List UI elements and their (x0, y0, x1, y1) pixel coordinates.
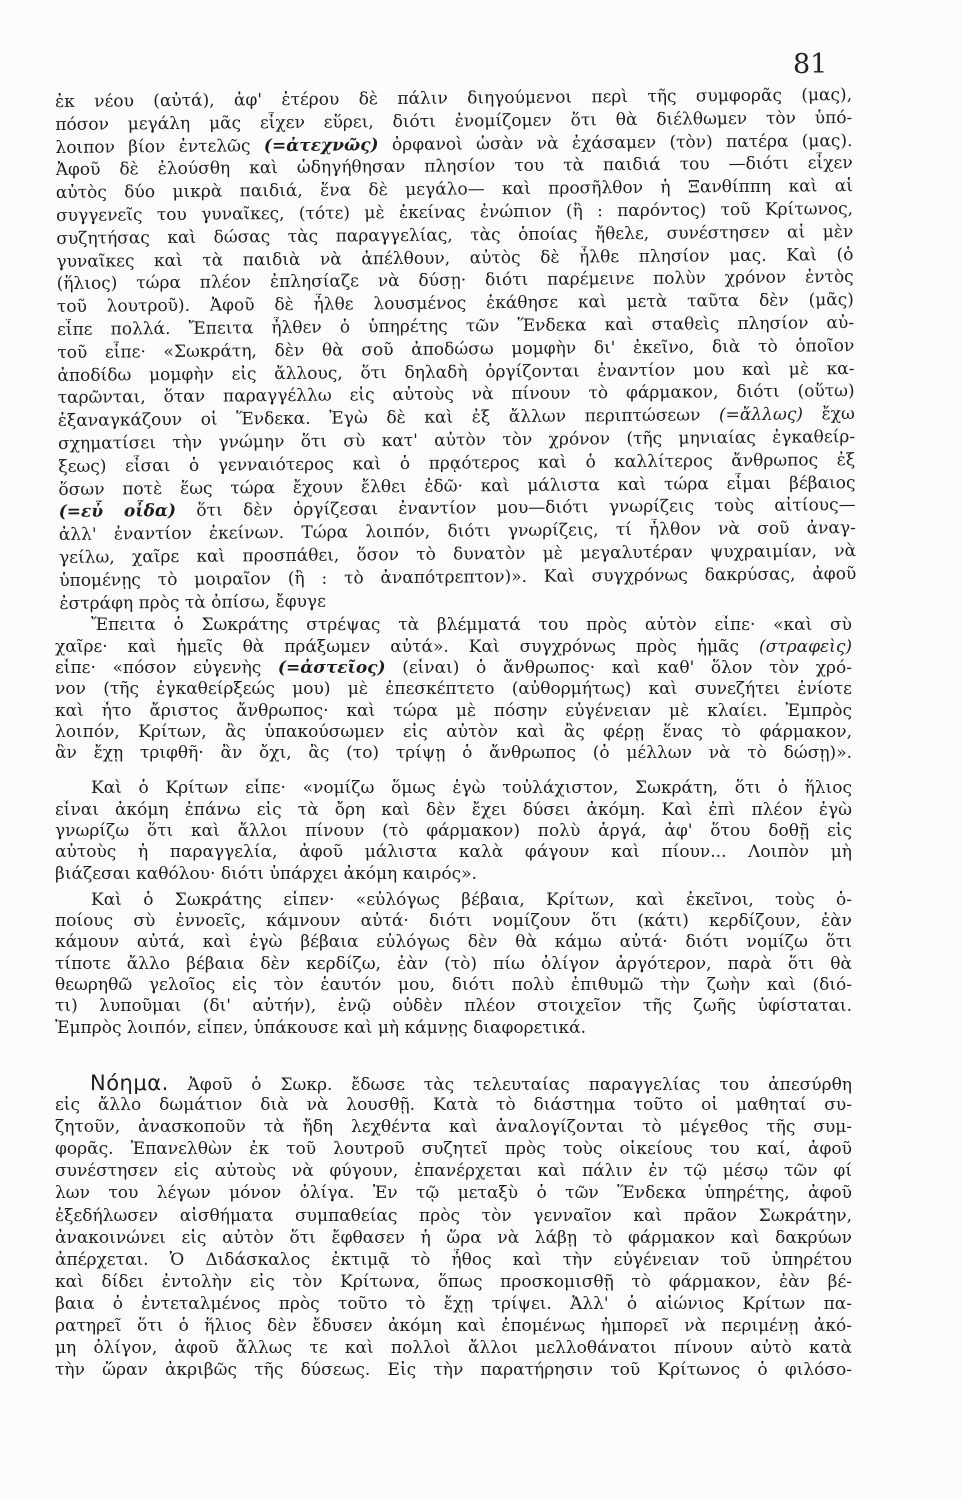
text-segment: εἰς ἄλλο δωμάτιον διὰ νὰ λουσθῇ. Κατὰ τὸ διάστημα τοῦτο οἱ μαθηταί συ- (55, 1095, 852, 1116)
text-line (55, 1094, 852, 1116)
text-segment: Ἀφοῦ ὁ Σωκρ. ἔδωσε τὰς τελευταίας παραγγελίας του ἀπεσύρθη (168, 1074, 852, 1095)
text-segment: ὑπομένῃς τὸ μοιραῖον (ἢ : τὸ ἀναπότρεπτον)». Καὶ συγχρόνως δακρύσας, ἀφοῦ (59, 563, 857, 591)
text-segment: σχηματίσει τὴν γνώμην ὅτι σὺ κατ' αὐτὸν τὸν χρόνον (τῆς μηνιαίας ἐγκαθείρ- (57, 426, 856, 454)
text-line (55, 1271, 852, 1293)
text-segment: ἀνακοινώνει εἰς αὐτὸν ὅτι ἔφθασεν ἡ ὥρα νὰ λάβῃ τὸ φάρμακον καὶ δακρύων (55, 1227, 852, 1248)
text-segment: συζητήσας καὶ δώσας τὰς παραγγελίας, τὰς ὁποίας ἤθελε, συνέστησεν αἱ μὲν (56, 221, 854, 249)
text-line (55, 1359, 852, 1381)
text-line (55, 1337, 852, 1359)
text-line (55, 743, 852, 764)
paragraph (55, 84, 857, 615)
text-segment: εἶπε πολλά. Ἔπειτα ἦλθεν ὁ ὑπηρέτης τῶν Ἕνδεκα καὶ σταθεὶς πλησίον αὐ- (56, 313, 855, 340)
summary-section (55, 1072, 852, 1381)
text-segment: ἔχω (802, 404, 855, 425)
text-segment: Ἀφοῦ δὲ ἐλούσθη καὶ ὡδηγήθησαν πλησίον του τὰ παιδιά του —διότι εἶχεν (55, 153, 853, 181)
page-body (55, 85, 857, 1381)
text-segment: καὶ δίδει ἐντολὴν εἰς τὸν Κρίτωνα, ὅπως προσκομισθῇ τὸ φάρμακον, ἐὰν βέ- (55, 1271, 852, 1292)
text-segment: μη ὀλίγον, ἀφοῦ ἄλλως τε καὶ πολλοὶ ἄλλοι μελλοθάνατοι πίνουν αὐτὸ κατὰ (55, 1338, 852, 1359)
text-segment: γυναῖκες καὶ τὰ παιδιὰ νὰ ἀπέλθουν, αὐτὸς δὲ ἦλθε πλησίον μας. Καὶ (ὁ (56, 244, 854, 272)
text-segment: κάμουν αὐτά, καὶ ἐγὼ βέβαια εὐλόγως δὲν θὰ κάμω αὐτά· διότι νομίζω ὅτι (55, 932, 852, 953)
text-line (55, 722, 852, 743)
text-segment: εἶναι ἀκόμη ἐπάνω εἰς τὰ ὄρη καὶ δὲν ἔχει δύσει ἀκόμη. Καὶ ἐπὶ πλέον ἐγὼ (55, 799, 852, 820)
text-segment: φορᾶς. Ἐπανελθὼν ἐκ τοῦ λουτροῦ συζητεῖ πρὸς τοὺς οἰκείους του καί, ἀφοῦ (55, 1139, 852, 1160)
text-line (55, 1138, 852, 1160)
text-segment: αὐτοὺς ἡ παραγγελία, ἀφοῦ μάλιστα καλὰ φάγουν καὶ πίουν... Λοιπὸν μὴ (55, 842, 852, 863)
text-segment: ἀπέρχεται. Ὁ Διδάσκαλος ἐκτιμᾷ τὸ ἦθος καὶ τὴν εὐγένειαν τοῦ ὑπηρέτου (55, 1249, 852, 1270)
text-line (55, 932, 852, 953)
text-line (55, 778, 852, 799)
text-line (55, 1315, 852, 1337)
gloss-text: (=ἀτεχνῶς) (263, 134, 379, 156)
italic-text: (στραφεὶς) (759, 636, 852, 657)
text-segment: ταρῶνται, ὅταν παραγγέλλω εἰς αὐτοὺς νὰ πίνουν τὸ φάρμακον, διότι (οὕτω) (57, 381, 855, 409)
text-segment: τίποτε ἄλλο βέβαια δὲν κερδίζω, ἐὰν (τὸ) πίω ὀλίγον ἀργότερον, παρὰ ὅτι θὰ (55, 953, 852, 974)
paragraph (55, 778, 852, 884)
text-segment: (εἶναι) ὁ ἄνθρωπος· καὶ καθ' ὅλον τὸν χρό- (385, 657, 852, 678)
text-segment: ἐξεδήλωσεν αἰσθήματα συμπαθείας πρὸς τὸν γενναῖον καὶ πρᾶον Σωκράτην, (55, 1205, 852, 1226)
text-segment: γνωρίζω ὅτι καὶ ἄλλοι πίνουν (τὸ φάρμακον) πολὺ ἀργά, ἀφ' ὅτου δοθῇ εἰς (55, 821, 852, 841)
paragraph (55, 615, 852, 764)
text-segment: ρατηρεῖ ὅτι ὁ ἥλιος δὲν ἔδυσεν ἀκόμη καὶ ἐπομένως ἠμπορεῖ νὰ περιμένῃ ἀκό- (55, 1316, 852, 1336)
text-line (55, 864, 852, 885)
text-segment: ποίους σὺ ἐννοεῖς, κάμνουν αὐτά· διότι νομίζουν ὅτι (κάτι) κερδίζουν, ἐὰν (55, 911, 852, 932)
text-line (55, 911, 852, 932)
text-segment: πόσον μεγάλη μᾶς εἶχεν εὕρει, διότι ἐνομίζομεν ὅτι θὰ διέλθωμεν τὸν ὑπό- (55, 107, 853, 135)
text-segment: τι) λυποῦμαι (δι' αὐτήν), ἐνῷ οὐδὲν πλέον στοιχεῖον τῆς ζωῆς ὑφίσταται. (55, 996, 852, 1017)
text-segment: καὶ ἦτο ἄριστος ἄνθρωπος· καὶ τώρα μὲ πόσην εὐγένειαν μὲ κλαίει. Ἐμπρὸς (55, 700, 852, 721)
text-line (55, 1293, 852, 1315)
text-segment: Ἔπειτα ὁ Σωκράτης στρέψας τὰ βλέμματά του πρὸς αὐτὸν εἶπε· «καὶ σὺ (91, 615, 852, 636)
text-segment: συγγενεῖς του γυναῖκες, (τότε) μὲ ἐκείνας ἐνώπιον (ἢ : παρόντος) τοῦ Κρίτωνος, (56, 199, 854, 226)
text-segment: Ἐμπρὸς λοιπόν, εἶπεν, ὑπάκουσε καὶ μὴ κάμνῃς διαφορετικά. (55, 1017, 587, 1038)
text-segment: ζητοῦν, ἀνασκοποῦν τὰ ἤδη λεχθέντα καὶ ἀναλογίζονται τὸ μέγεθος τῆς συμ- (55, 1117, 852, 1138)
text-segment: συνέστησεν εἰς αὐτοὺς νὰ φύγουν, ἐπανέρχεται καὶ πάλιν ἐν τῷ μέσῳ τῶν φί (55, 1161, 852, 1182)
text-segment: χαῖρε· καὶ ἡμεῖς θὰ πράξωμεν αὐτά». Καὶ συγχρόνως πρὸς ἡμᾶς (55, 636, 760, 657)
text-line (55, 1182, 852, 1204)
text-line (55, 615, 852, 636)
text-line (55, 1249, 852, 1271)
paragraph (55, 890, 852, 1039)
text-line (55, 975, 852, 996)
text-segment: θεωρηθῶ γελοῖος εἰς τὸν ἑαυτόν μου, διότι πολὺ ἐπιθυμῶ τὴν ζωὴν καὶ (διό- (55, 975, 852, 996)
text-line (55, 1160, 852, 1182)
italic-text: (=ἄλλως) (718, 404, 804, 426)
text-line (55, 1227, 852, 1249)
text-segment: ἂν ἔχῃ τριφθῆ· ἂν ὄχι, ἂς (το) τρίψῃ ὁ ἄνθρωπος (ὁ μέλλων νὰ τὸ δώσῃ)». (55, 743, 852, 764)
text-segment: Καὶ ὁ Σωκράτης εἶπεν· «εὐλόγως βέβαια, Κρίτων, καὶ ἐκεῖνοι, τοὺς ὁ- (91, 889, 852, 910)
text-segment: γείλω, χαῖρε καὶ προσπάθει, ὅσον τὸ δυνατὸν μὲ μεγαλυτέραν ψυχραιμίαν, νὰ (58, 540, 857, 568)
gloss-text: (=εὖ οἶδα) (58, 501, 177, 523)
text-segment: ὀρφανοὶ ὡσὰν νὰ ἐχάσαμεν (τὸν) πατέρα (μας). (378, 130, 853, 155)
text-segment: ὅτι δὲν ὀργίζεσαι ἐναντίον μου—διότι γνωρίζεις τοὺς αἰτίους— (175, 495, 856, 522)
text-line (55, 1205, 852, 1227)
text-segment: εἶπε· «πόσον εὐγενὴς (55, 657, 278, 678)
gloss-text: (=ἀστεῖος) (277, 657, 386, 678)
text-segment: ἀλλ' ἐναντίον ἐκείνων. Τώρα λοιπόν, διότι γνωρίζεις, τί ἦλθον νὰ σοῦ ἀναγ- (58, 518, 856, 546)
text-segment: ὅσων ποτὲ ἕως τώρα ἔχουν ἔλθει ἐδῶ· καὶ μάλιστα καὶ τώρα εἶμαι βέβαιος (58, 472, 856, 500)
text-segment: λων του λέγων μόνον ὀλίγα. Ἐν τῷ μεταξὺ ὁ τῶν Ἕνδεκα ὑπηρέτης, ἀφοῦ (55, 1183, 852, 1204)
text-segment: τοῦ εἶπε· «Σωκράτη, δὲν θὰ σοῦ ἀποδώσω μομφὴν δι' ἐκεῖνο, διὰ τὸ ὁποῖον (57, 335, 855, 363)
page-number: 81 (793, 49, 828, 80)
section-label: Νόημα. (90, 1071, 169, 1095)
text-line (55, 890, 852, 911)
text-line (55, 658, 852, 679)
text-line (55, 1072, 852, 1094)
text-segment: ἐξαναγκάζουν οἱ Ἕνδεκα. Ἐγὼ δὲ καὶ ἐξ ἄλλων περιπτώσεων (57, 405, 720, 432)
text-line (55, 1116, 852, 1138)
text-segment: λοιπόν, Κρίτων, ἂς ὑπακούσωμεν εἰς αὐτὸν καὶ ἂς φέρῃ ἕνας τὸ φάρμακον, (55, 721, 852, 742)
text-line (55, 821, 852, 842)
text-line (55, 800, 852, 821)
text-line (55, 954, 852, 975)
text-segment: αὐτὸς δύο μικρὰ παιδιά, ἕνα δὲ μεγάλο— καὶ προσῆλθον ἡ Ξανθίππη καὶ αἱ (55, 176, 853, 204)
text-segment: βαια ὁ ἐντεταλμένος πρὸς τοῦτο τὸ ἔχῃ τρίψει. Ἀλλ' ὁ αἰώνιος Κρίτων πα- (55, 1293, 852, 1314)
text-segment: (ἥλιος) τώρα πλέον ἐπλησίαζε νὰ δύσῃ· διότι παρέμεινε πολὺν χρόνον ἐντὸς (56, 267, 854, 295)
text-segment: ἐστράφη πρὸς τὰ ὀπίσω, ἔφυγε (59, 591, 326, 614)
text-segment: τὴν ὥραν ἀκριβῶς τῆς δύσεως. Εἰς τὴν παρατήρησιν τοῦ Κρίτωνος ὁ φιλόσο- (55, 1360, 852, 1381)
text-segment: λοιπον βίον ἐντελῶς (55, 135, 264, 158)
text-segment: νον (τῆς ἐγκαθείρξεώς μου) μὲ ἐπεσκέπτετο (αὐθορμήτως) καὶ συνεζήτει ἐνίοτε (55, 679, 852, 700)
text-line (55, 679, 852, 700)
text-segment: τοῦ λουτροῦ). Ἀφοῦ δὲ ἦλθε λουσμένος ἐκάθησε καὶ μετὰ ταῦτα δὲν (μᾶς) (56, 290, 854, 318)
text-line (55, 996, 852, 1017)
text-segment: ἀποδίδω μομφὴν εἰς ἄλλους, ὅτι δηλαδὴ ὀργίζονται ἐναντίον μου καὶ μὲ κα- (57, 358, 855, 386)
text-segment: Καὶ ὁ Κρίτων εἶπε· «νομίζω ὅμως ἐγὼ τοὐλάχιστον, Σωκράτη, ὅτι ὁ ἥλιος (91, 778, 852, 799)
text-line (55, 637, 852, 658)
text-segment: ἐκ νέου (αὐτά), ἀφ' ἑτέρου δὲ πάλιν διηγούμενοι περὶ τῆς συμφορᾶς (μας), (55, 85, 853, 112)
text-line (55, 701, 852, 722)
text-segment: βιάζεσαι καθόλου· διότι ὑπάρχει ἀκόμη καιρός». (55, 863, 477, 884)
text-line (55, 842, 852, 863)
text-segment: ξεως) εἶσαι ὁ γενναιότερος καὶ ὁ πρᾳότερος καὶ ὁ καλλίτερος ἄνθρωπος ἐξ (58, 449, 856, 477)
text-line (55, 1018, 852, 1039)
